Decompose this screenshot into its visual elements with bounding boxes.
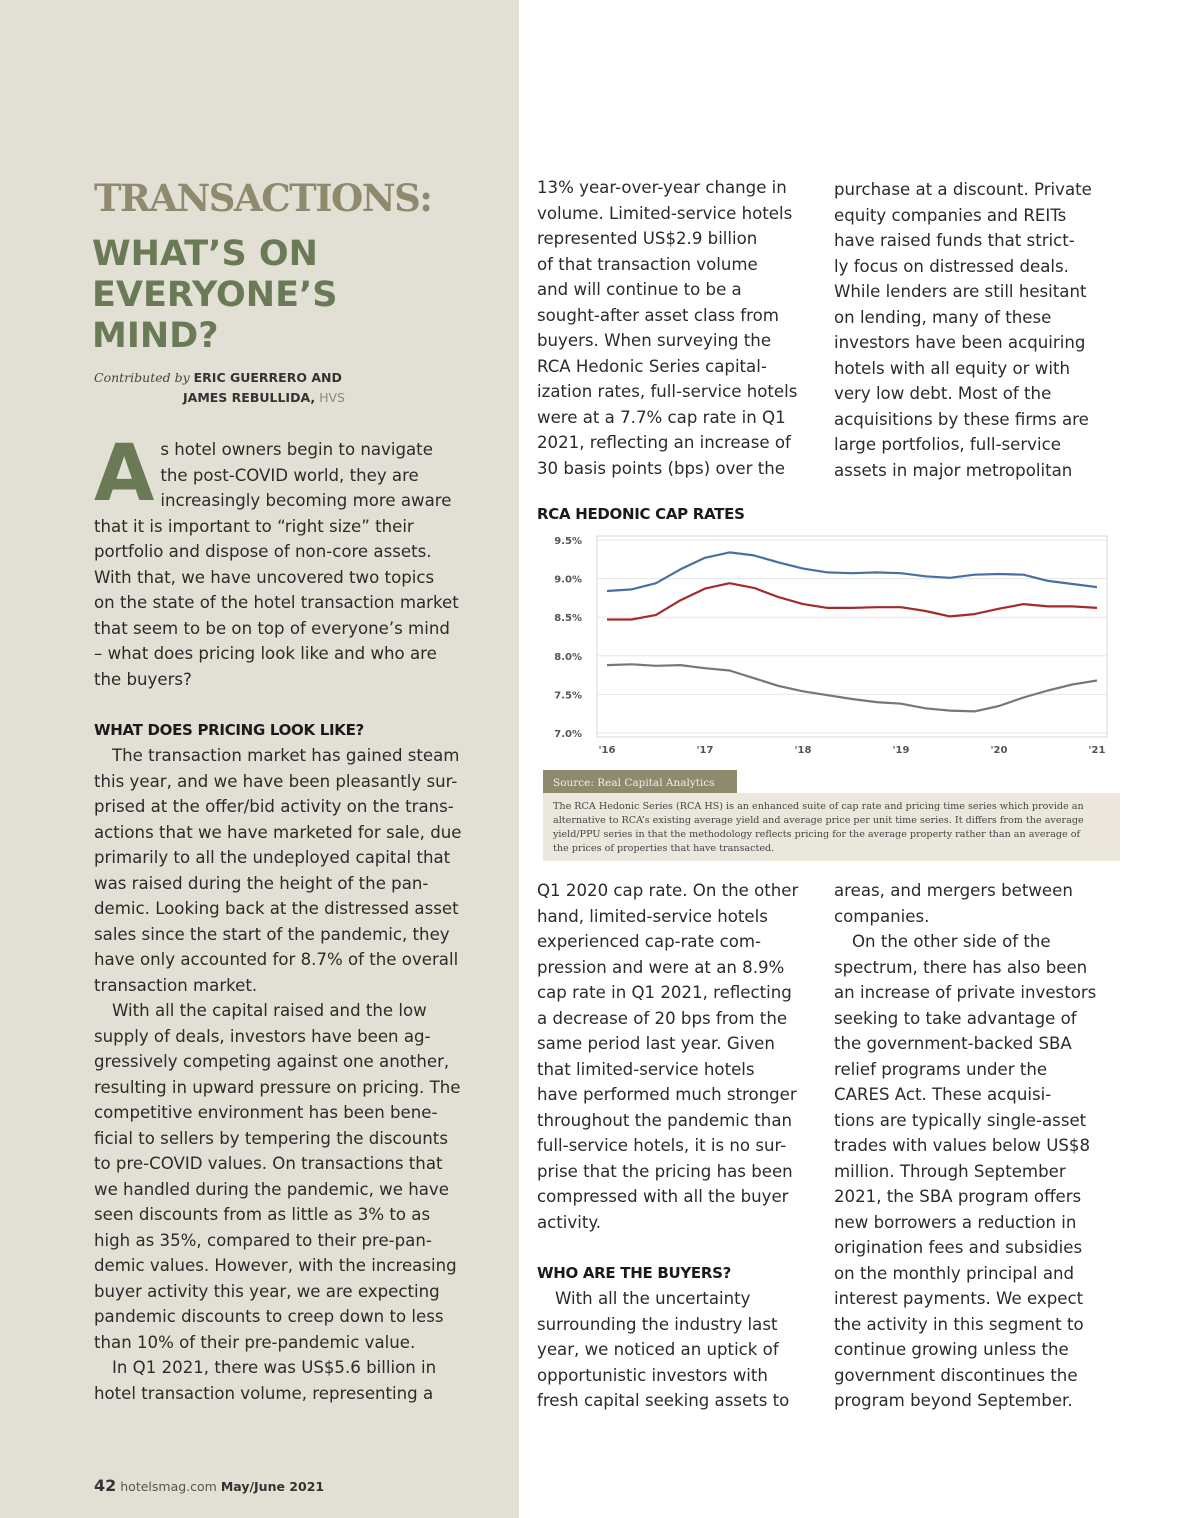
byline-author: ERIC GUERRERO AND (193, 370, 342, 385)
text-line: areas, and mergers between (834, 881, 1073, 900)
text-line: of that transaction volume (537, 254, 758, 274)
text-line: On the other side of the (852, 932, 1051, 951)
byline-org: HVS (319, 390, 345, 405)
issue-date: May/June 2021 (220, 1479, 325, 1494)
text-line: the post-COVID world, they are (160, 465, 419, 485)
text-line: hand, limited-service hotels (537, 906, 768, 926)
text-line: ly focus on distressed deals. (834, 256, 1069, 276)
text-line: resulting in upward pressure on pricing. The (94, 1077, 461, 1097)
text-line: pandemic discounts to creep down to less (94, 1307, 444, 1326)
x-tick-label: '19 (892, 745, 910, 756)
text-line: sales since the start of the pandemic, they (94, 924, 450, 944)
byline-contributed: Contributed by (94, 370, 190, 385)
text-line: new borrowers a reduction in (834, 1212, 1077, 1232)
text-line: ization rates, full-service hotels (537, 382, 798, 401)
site-name: hotelsmag.com (120, 1479, 217, 1494)
subhead-pricing: WHAT DOES PRICING LOOK LIKE? (94, 720, 364, 739)
text-line: full-service hotels, it is no sur- (537, 1136, 787, 1155)
text-line: represented US$2.9 billion (537, 229, 758, 248)
headline-line: WHAT’S ON (92, 234, 318, 274)
y-tick-label: 8.5% (554, 613, 582, 625)
text-line: have raised funds that strict- (834, 231, 1075, 250)
text-line: demic values. However, with the increasing (94, 1256, 457, 1275)
text-line: that it is important to “right size” their (94, 516, 414, 536)
subhead-buyers: WHO ARE THE BUYERS? (537, 1263, 732, 1282)
text-line: ficial to sellers by tempering the discounts (94, 1128, 448, 1148)
text-line: increasingly becoming more aware (160, 491, 452, 510)
text-line: tions are typically single-asset (834, 1110, 1087, 1130)
text-line: throughout the pandemic than (537, 1110, 792, 1130)
text-line: program beyond September. (834, 1391, 1073, 1410)
text-line: acquisitions by these firms are (834, 409, 1089, 429)
text-line: compressed with all the buyer (537, 1187, 789, 1206)
text-line: a decrease of 20 bps from the (537, 1008, 788, 1028)
chart-caption (543, 793, 1120, 861)
text-line: 13% year-over-year change in (537, 178, 787, 197)
text-line: prise that the pricing has been (537, 1161, 793, 1181)
text-line: have only accounted for 8.7% of the overall (94, 950, 459, 969)
text-line: s hotel owners begin to navigate (160, 440, 433, 459)
text-line: on the state of the hotel transaction market (94, 593, 459, 612)
text-line: interest payments. We expect (834, 1289, 1084, 1308)
text-line: Q1 2020 cap rate. On the other (537, 881, 799, 900)
article-headline (92, 234, 492, 357)
text-line: sought-after asset class from (537, 305, 779, 325)
text-line: an increase of private investors (834, 983, 1097, 1002)
text-line: government discontinues the (834, 1365, 1078, 1385)
drop-cap: A (94, 429, 155, 519)
text-line: companies. (834, 906, 930, 926)
y-tick-label: 9.5% (554, 536, 582, 547)
text-line: seen discounts from as little as 3% to as (94, 1205, 431, 1224)
text-line: cap rate in Q1 2021, reflecting (537, 983, 792, 1002)
text-line: seeking to take advantage of (834, 1008, 1077, 1028)
text-line: have performed much stronger (537, 1085, 797, 1104)
y-tick-label: 8.0% (554, 651, 582, 663)
text-line: we handled during the pandemic, we have (94, 1179, 449, 1199)
text-line: on the monthly principal and (834, 1263, 1075, 1283)
headline-line: MIND? (92, 316, 219, 356)
text-line: fresh capital seeking assets to (537, 1391, 790, 1410)
text-line: With all the capital raised and the low (112, 1001, 427, 1020)
text-line: CARES Act. These acquisi- (834, 1085, 1052, 1104)
text-line: high as 35%, compared to their pre-pan- (94, 1230, 432, 1250)
text-line: than 10% of their pre-pandemic value. (94, 1332, 416, 1352)
text-line: that limited-service hotels (537, 1059, 755, 1079)
text-line: buyers. When surveying the (537, 331, 772, 350)
text-line: With that, we have uncovered two topics (94, 567, 435, 587)
x-tick-label: '17 (696, 745, 714, 756)
text-line: 30 basis points (bps) over the (537, 458, 785, 478)
y-tick-label: 7.0% (554, 729, 582, 740)
text-line: primarily to all the undeployed capital that (94, 848, 451, 867)
text-line: portfolio and dispose of non-core assets. (94, 542, 432, 561)
text-line: was raised during the height of the pan- (94, 873, 429, 893)
text-line: the buyers? (94, 669, 192, 689)
column-1 (94, 429, 489, 1406)
caption-line: alternative to RCA’s existing average yield and average price per unit time series. It differs from the average (553, 815, 1084, 826)
text-line: hotels with all equity or with (834, 358, 1070, 378)
x-tick-label: '18 (794, 745, 812, 756)
section-kicker: TRANSACTIONS: (94, 176, 432, 220)
text-line: trades with values below US$8 (834, 1136, 1091, 1155)
column-2-top (537, 175, 817, 481)
text-line: RCA Hedonic Series capital- (537, 356, 767, 376)
column-3-top (834, 177, 1119, 483)
text-line: year, we noticed an uptick of (537, 1340, 779, 1359)
text-line: While lenders are still hesitant (834, 282, 1087, 301)
text-line: opportunistic investors with (537, 1365, 768, 1385)
y-tick-label: 7.5% (554, 690, 582, 702)
headline-line: EVERYONE’S (92, 275, 338, 315)
text-line: equity companies and REITs (834, 205, 1067, 225)
text-line: – what does pricing look like and who are (94, 644, 437, 663)
text-line: same period last year. Given (537, 1034, 775, 1053)
column-3-bottom (834, 878, 1119, 1414)
page-number: 42 (94, 1476, 117, 1495)
chart-source: Source: Real Capital Analytics (543, 770, 737, 796)
text-line: buyer activity this year, we are expecting (94, 1281, 440, 1301)
text-line: very low debt. Most of the (834, 384, 1052, 403)
text-line: origination fees and subsidies (834, 1238, 1083, 1257)
text-line: and will continue to be a (537, 280, 742, 299)
text-line: With all the uncertainty (555, 1289, 751, 1308)
text-line: transaction market. (94, 975, 258, 995)
caption-line: yield/PPU series in that the methodology reflects pricing for the average property rather than an average of (553, 829, 1081, 840)
text-line: investors have been acquiring (834, 333, 1086, 352)
text-line: experienced cap-rate com- (537, 932, 761, 951)
text-line: hotel transaction volume, representing a (94, 1383, 434, 1403)
series-line-1 (607, 552, 1097, 591)
byline (94, 368, 345, 408)
text-line: million. Through September (834, 1161, 1066, 1181)
text-line: this year, and we have been pleasantly sur- (94, 771, 458, 791)
text-line: 2021, reflecting an increase of (537, 433, 791, 452)
text-line: pression and were at an 8.9% (537, 957, 785, 977)
text-line: volume. Limited-service hotels (537, 203, 793, 223)
text-line: gressively competing against one another, (94, 1052, 450, 1071)
plot-area (597, 536, 1107, 737)
text-line: The transaction market has gained steam (112, 746, 460, 765)
caption-line: the prices of properties that have transacted. (553, 843, 775, 854)
text-line: 2021, the SBA program offers (834, 1187, 1082, 1206)
text-line: purchase at a discount. Private (834, 180, 1092, 199)
body-text (94, 743, 489, 1406)
y-tick-label: 9.0% (554, 574, 582, 586)
text-line: demic. Looking back at the distressed asset (94, 899, 459, 918)
text-line: competitive environment has been bene- (94, 1103, 438, 1122)
text-line: continue growing unless the (834, 1340, 1069, 1359)
text-line: large portfolios, full-service (834, 435, 1061, 454)
text-line: assets in major metropolitan (834, 460, 1073, 480)
text-line: actions that we have marketed for sale, due (94, 822, 462, 842)
text-line: prised at the offer/bid activity on the trans- (94, 797, 454, 816)
x-tick-label: '20 (990, 745, 1008, 756)
column-2-bottom (537, 878, 817, 1414)
text-line: surrounding the industry last (537, 1314, 778, 1334)
chart-title: RCA HEDONIC CAP RATES (537, 505, 745, 523)
x-tick-label: '16 (598, 745, 616, 756)
cap-rate-line-chart (537, 528, 1127, 768)
x-tick-label: '21 (1088, 745, 1106, 756)
series-line-3 (607, 664, 1097, 711)
text-line: the activity in this segment to (834, 1314, 1084, 1334)
series-line-2 (607, 583, 1097, 619)
text-line: that seem to be on top of everyone’s mind (94, 618, 450, 638)
text-line: relief programs under the (834, 1059, 1048, 1079)
caption-line: The RCA Hedonic Series (RCA HS) is an enhanced suite of cap rate and pricing time series which provide an (553, 801, 1084, 812)
body-text (537, 1286, 817, 1414)
text-line: were at a 7.7% cap rate in Q1 (537, 407, 786, 427)
text-line: supply of deals, investors have been ag- (94, 1026, 431, 1046)
text-line: on lending, many of these (834, 307, 1052, 327)
body-text (537, 878, 817, 1235)
text-line: the government-backed SBA (834, 1034, 1072, 1053)
byline-author: JAMES REBULLIDA, (183, 390, 316, 405)
text-line: spectrum, there has also been (834, 957, 1088, 977)
text-line: activity. (537, 1212, 602, 1232)
text-line: to pre-COVID values. On transactions that (94, 1154, 443, 1173)
page-footer (94, 1476, 324, 1495)
text-line: In Q1 2021, there was US$5.6 billion in (112, 1358, 437, 1377)
